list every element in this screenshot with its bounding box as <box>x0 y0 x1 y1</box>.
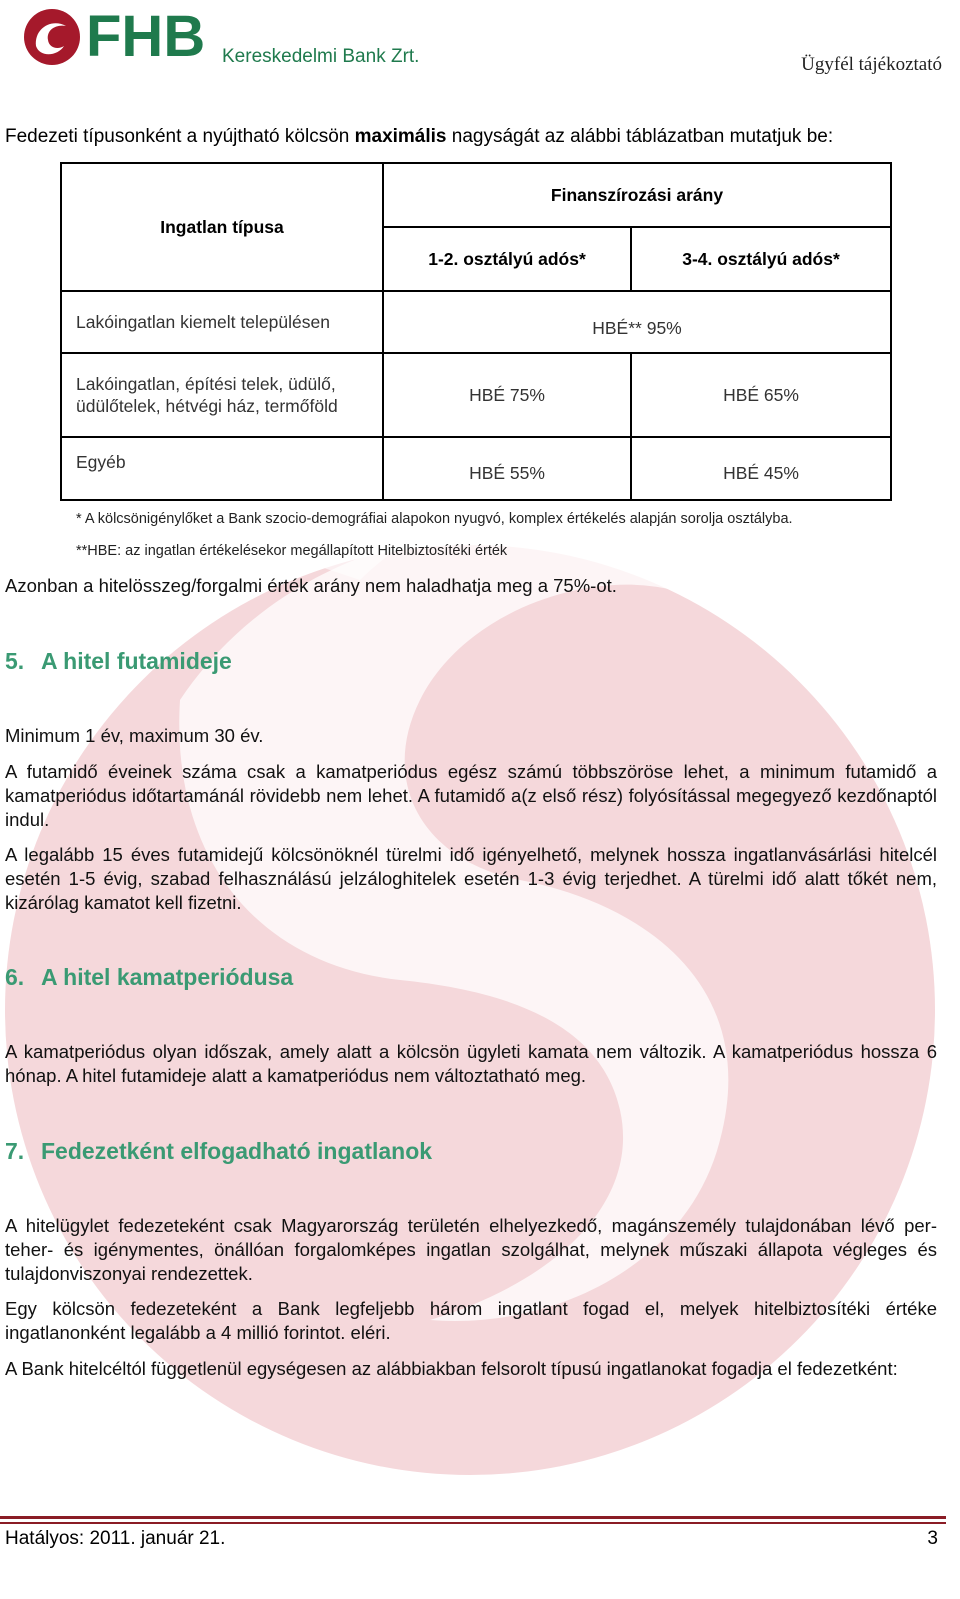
section-number: 5. <box>5 648 25 674</box>
footnote-hbe: **HBE: az ingatlan értékelésekor megállapított Hitelbiztosítéki érték <box>76 543 508 559</box>
table-row <box>61 437 891 500</box>
footnote-debtor-class: * A kölcsönigénylőket a Bank szocio-demográfiai alapokon nyugvó, komplex értékelés alapján sorolja osztályba. <box>76 511 793 527</box>
section-number: 7. <box>5 1138 25 1164</box>
effective-date: Hatályos: 2011. január 21. <box>5 1528 226 1549</box>
col-header-property-type: Ingatlan típusa <box>61 163 383 291</box>
document-type: Ügyfél tájékoztató <box>801 54 942 75</box>
row-value-a: HBÉ 75% <box>383 353 631 437</box>
paragraph: A legalább 15 éves futamidejű kölcsönöknél türelmi idő igényelhető, melynek hossza ingatlanvásárlási hitelcél esetén 1-5 évig, szabad felhasználású jelzáloghitelek esetén 1-3 évig terjedhet. A türelmi idő alatt tőkét nem, kizárólag kamatot kell fizetni. <box>5 844 937 913</box>
intro-text <box>5 126 833 148</box>
section-heading-7 <box>5 1138 432 1165</box>
table-row <box>61 353 891 437</box>
brand-subtitle: Kereskedelmi Bank Zrt. <box>222 46 420 67</box>
row-value-b: HBÉ 65% <box>631 353 891 437</box>
brand-text: FHB <box>86 6 206 68</box>
financing-ratio-table <box>60 162 892 501</box>
row-value-b: HBÉ 45% <box>631 437 891 500</box>
section-number: 6. <box>5 964 25 990</box>
col-header-debtor-3-4: 3-4. osztályú adós* <box>631 227 891 291</box>
row-label: Lakóingatlan kiemelt településen <box>61 291 383 353</box>
page-header <box>0 0 960 110</box>
paragraph: Minimum 1 év, maximum 30 év. <box>5 725 264 746</box>
section-title: A hitel futamideje <box>41 648 232 674</box>
table-row <box>61 291 891 353</box>
paragraph: A kamatperiódus olyan időszak, amely alatt a kölcsön ügyleti kamata nem változik. A kamatperiódus hossza 6 hónap. A hitel futamideje alatt a kamatperiódus nem változtatható meg. <box>5 1041 937 1086</box>
paragraph: A hitelügylet fedezeteként csak Magyarország területén elhelyezkedő, magánszemély tulajdonában lévő per- teher- és igénymentes, önállóan forgalomképes ingatlan szolgálhat, melynek műszaki állapota végleges és tulajdonviszonyai rendezettek. <box>5 1215 937 1284</box>
footer-divider <box>0 1522 946 1524</box>
page-number: 3 <box>927 1528 938 1549</box>
paragraph: A futamidő éveinek száma csak a kamatperiódus egész számú többszöröse lehet, a minimum futamidő a kamatperiódus időtartamánál rövidebb nem lehet. A futamidő a(z első rész) folyósítással megegyező kezdőnaptól indul. <box>5 761 937 830</box>
intro-before: Fedezeti típusonként a nyújtható kölcsön <box>5 126 355 147</box>
intro-after: nagyságát az alábbi táblázatban mutatjuk be: <box>446 126 834 147</box>
paragraph: Egy kölcsön fedezeteként a Bank legfeljebb három ingatlant fogad el, melyek hitelbiztosítéki értéke ingatlanonként legalább a 4 millió forintot. eléri. <box>5 1298 937 1343</box>
paragraph: A Bank hitelcéltól függetlenül egységesen az alábbiakban felsorolt típusú ingatlanokat fogadja el fedezetként: <box>5 1358 898 1379</box>
intro-bold: maximális <box>354 126 447 147</box>
row-value-merged: HBÉ** 95% <box>383 291 891 353</box>
section-title: Fedezetként elfogadható ingatlanok <box>41 1138 433 1164</box>
col-header-financing-ratio: Finanszírozási arány <box>383 163 891 227</box>
section-title: A hitel kamatperiódusa <box>41 964 294 990</box>
row-label: Lakóingatlan, építési telek, üdülő, üdülőtelek, hétvégi ház, termőföld <box>61 353 383 437</box>
footer-divider <box>0 1516 946 1519</box>
fhb-logo <box>22 6 482 68</box>
col-header-debtor-1-2: 1-2. osztályú adós* <box>383 227 631 291</box>
ltv-paragraph: Azonban a hitelösszeg/forgalmi érték arány nem haladhatja meg a 75%-ot. <box>5 575 617 596</box>
row-value-a: HBÉ 55% <box>383 437 631 500</box>
section-heading-6 <box>5 964 293 991</box>
section-heading-5 <box>5 648 232 675</box>
row-label: Egyéb <box>61 437 383 500</box>
